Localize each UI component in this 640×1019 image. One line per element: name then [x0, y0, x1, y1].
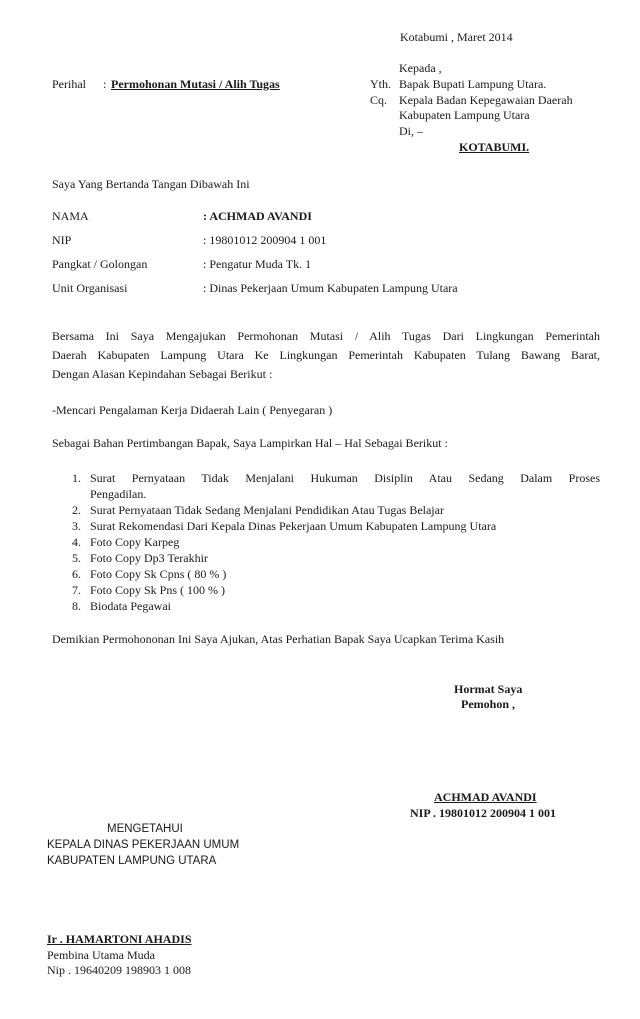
body-paragraph-line-1: Bersama Ini Saya Mengajukan Permohonan Mutasi / Alih Tugas Dari Lingkungan Pemerintah: [52, 329, 600, 343]
kepada-label: Kepada ,: [399, 61, 442, 75]
approval-title-line-2: KABUPATEN LAMPUNG UTARA: [47, 855, 217, 867]
perihal-separator: :: [103, 77, 107, 91]
place-date: Kotabumi , Maret 2014: [400, 30, 513, 44]
list-item-text: Surat Rekomendasi Dari Kepala Dinas Pekerjaan Umum Kabupaten Lampung Utara: [90, 519, 497, 533]
yth-label: Yth.: [370, 77, 391, 91]
list-item-text: Foto Copy Dp3 Terakhir: [90, 551, 208, 565]
list-item: [72, 550, 600, 566]
identity-value-name: : ACHMAD AVANDI: [203, 209, 312, 223]
signature-name: ACHMAD AVANDI: [434, 790, 537, 804]
perihal-value: Permohonan Mutasi / Alih Tugas: [111, 77, 280, 91]
approval-rank: Pembina Utama Muda: [47, 948, 155, 962]
list-item: [72, 502, 600, 518]
identity-label-nip: NIP: [52, 233, 72, 247]
attachments-intro: Sebagai Bahan Pertimbangan Bapak, Saya Lampirkan Hal – Hal Sebagai Berikut :: [52, 436, 448, 450]
list-item-number: 2.: [72, 503, 81, 517]
perihal-label: Perihal: [52, 77, 86, 91]
list-item-text: Foto Copy Sk Pns ( 100 % ): [90, 583, 226, 597]
reason-text: -Mencari Pengalaman Kerja Didaerah Lain ( Penyegaran ): [52, 403, 333, 417]
list-item: [72, 566, 600, 582]
list-item-number: 1.: [72, 471, 81, 485]
signature-hormat: Hormat Saya: [454, 682, 523, 696]
list-item-text: Foto Copy Sk Cpns ( 80 % ): [90, 567, 227, 581]
identity-label-rank: Pangkat / Golongan: [52, 257, 148, 271]
cq-line-1: Kepala Badan Kepegawaian Daerah: [399, 93, 573, 107]
closing-text: Demikian Permohononan Ini Saya Ajukan, Atas Perhatian Bapak Saya Ucapkan Terima Kasih: [52, 632, 505, 646]
signature-nip: NIP . 19801012 200904 1 001: [410, 806, 557, 820]
di-label: Di, –: [399, 124, 423, 138]
attachments-list: [72, 470, 600, 614]
approval-nip: Nip . 19640209 198903 1 008: [47, 963, 191, 977]
list-item: [72, 518, 600, 534]
list-item-text: Foto Copy Karpeg: [90, 535, 180, 549]
identity-label-name: NAMA: [52, 209, 89, 223]
identity-value-nip: : 19801012 200904 1 001: [203, 233, 327, 247]
cq-label: Cq.: [370, 93, 388, 107]
identity-value-rank: : Pengatur Muda Tk. 1: [203, 257, 312, 271]
approval-title-line-1: KEPALA DINAS PEKERJAAN UMUM: [47, 839, 240, 851]
body-paragraph-line-3: Dengan Alasan Kepindahan Sebagai Berikut :: [52, 367, 273, 381]
identity-value-unit: : Dinas Pekerjaan Umum Kabupaten Lampung Utara: [203, 281, 458, 295]
intro-text: Saya Yang Bertanda Tangan Dibawah Ini: [52, 177, 250, 191]
identity-label-unit: Unit Organisasi: [52, 281, 128, 295]
approval-mengetahui: MENGETAHUI: [107, 823, 183, 835]
list-item-text: Surat Pernyataan Tidak Menjalani Hukuman Disiplin Atau Sedang Dalam Proses: [90, 471, 600, 485]
cq-line-2: Kabupaten Lampung Utara: [399, 108, 530, 122]
list-item-text: Surat Pernyataan Tidak Sedang Menjalani Pendidikan Atau Tugas Belajar: [90, 503, 444, 517]
list-item: [72, 598, 600, 614]
list-item: [72, 582, 600, 598]
yth-value: Bapak Bupati Lampung Utara.: [399, 77, 547, 91]
list-item-number: 3.: [72, 519, 81, 533]
list-item-number: 4.: [72, 535, 81, 549]
city-label: KOTABUMI.: [459, 140, 530, 154]
list-item-number: 7.: [72, 583, 81, 597]
body-paragraph-line-2: Daerah Kabupaten Lampung Utara Ke Lingkungan Pemerintah Kabupaten Tulang Bawang Barat,: [52, 348, 600, 362]
list-item: [72, 470, 600, 502]
signature-pemohon: Pemohon ,: [461, 697, 515, 711]
approval-name: Ir . HAMARTONI AHADIS: [47, 932, 192, 946]
list-item-number: 8.: [72, 599, 81, 613]
list-item-text-continued: Pengadilan.: [90, 487, 147, 501]
list-item-number: 6.: [72, 567, 81, 581]
list-item-text: Biodata Pegawai: [90, 599, 171, 613]
list-item-number: 5.: [72, 551, 81, 565]
list-item: [72, 534, 600, 550]
